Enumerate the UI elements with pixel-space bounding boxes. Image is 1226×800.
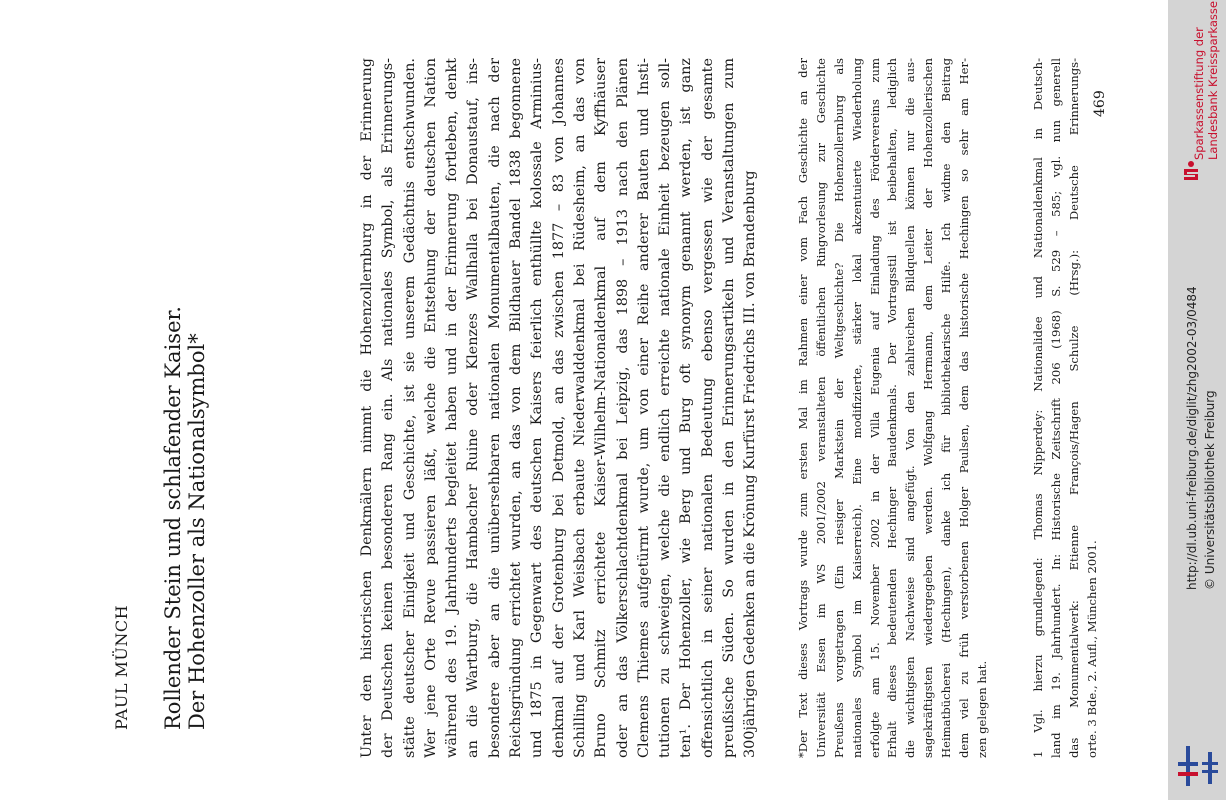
footnote-star-line: nationales Symbol im Kaiserreich). Eine modifizierte, stärker lokal akzentuierte Wiederholung	[849, 58, 864, 758]
main-text-line: preußische Süden. So wurden in den Erinnerungsartikeln und Veranstaltungen zum	[721, 58, 738, 758]
footnote-star	[795, 58, 992, 758]
main-text-line: Unter den historischen Denkmälern nimmt die Hohenzollernburg in der Erinnerung	[359, 58, 375, 758]
main-text-line: während des 19. Jahrhunderts begleitet haben und in der Erinnerung fortleben, denkt	[444, 58, 461, 758]
main-text-line: denkmal auf der Grotenburg bei Detmold, an das zwischen 1877 – 83 von Johannes	[550, 58, 567, 758]
footnote-star-line: zen gelegen hat.	[974, 660, 989, 758]
page-number: 469	[1092, 90, 1108, 117]
main-text	[357, 58, 762, 758]
main-text-line: Reichsgründung errichtet wurden, an das von dem Bildhauer Bandel 1838 begonnene	[508, 58, 525, 758]
main-text-line: offensichtlich in seiner nationalen Bedeutung ebenso vergessen wie der gesamte	[699, 58, 716, 758]
footnote-1	[1030, 58, 1102, 758]
footnote-star-line: Heimatbücherei (Hechingen), danke ich für bibliothekarische Hilfe. Ich widme den Beitrag	[939, 58, 954, 758]
main-text-line: stätte deutscher Einigkeit und Geschichte, ist sie unserem Gedächtnis entschwunden.	[401, 58, 418, 758]
copyright-notice	[1203, 140, 1223, 590]
footnote-star-line: Erhalt dieses bedeutenden Hechinger Baudenkmals. Der Vortragsstil ist beibehalten, lediglich	[885, 58, 900, 758]
main-text-line: ten¹. Der Hohenzoller, wie Berg und Burg oft synonym genannt werden, ist ganz	[678, 58, 695, 758]
footnote-star-line: erfolgte am 15. November 2002 in der Villa Eugenia auf Einladung des Fördervereins zum	[867, 58, 882, 758]
main-text-line: Clemens Thiemes aufgetürmt wurde, um von einer Reihe anderer Bauten und Insti-	[635, 58, 652, 758]
footnote-star-line: sagekräftigsten wiedergegeben werden. Wolfgang Hermann, dem Leiter der Hohenzollerischen	[921, 58, 936, 758]
footnote-star-line: Preußens vorgetragen (Ein riesiger Markstein der Weltgeschichte? Die Hohenzollernburg als	[831, 58, 846, 758]
main-text-line: oder an das Völkerschlachtdenkmal bei Leipzig, das 1898 – 1913 nach den Plänen	[614, 58, 631, 758]
sponsor-line-2: Landesbank Kreissparkasse	[1206, 1, 1220, 160]
source-url-link[interactable]	[1185, 140, 1205, 590]
footnote-star-line: dem viel zu früh verstorbenen Holger Paulsen, dem das historische Hechingen so sehr am Her-	[957, 58, 972, 758]
footnote-star-line: die wichtigsten Nachweise sind angefügt. Von den zahlreichen Bildquellen können nur die aus-	[903, 58, 918, 758]
footnote-1-line: 1 Vgl. hierzu grundlegend: Thomas Nipperdey: Nationalidee und Nationaldenkmal in Deutsch-	[1031, 58, 1045, 758]
main-text-line: tutionen zu schweigen, welche die endlich erreichte nationale Einheit bezeugen soll-	[657, 58, 674, 758]
footnote-star-line: Universität Essen im WS 2001/2002 veranstalteten öffentlichen Ringvorlesung zur Geschichte	[813, 58, 828, 758]
footnote-1-line: orte. 3 Bde., 2. Aufl., München 2001.	[1084, 540, 1099, 758]
main-text-line: besondere aber an die unübersehbaren nationalen Monumentalbauten, die nach der	[486, 58, 503, 758]
main-text-line: an die Wartburg, die Hambacher Ruine oder Klenzes Wallhalla bei Donaustauf, ins-	[465, 58, 482, 758]
ub-freiburg-logo-icon	[1178, 748, 1222, 788]
footnote-1-line: land im 19. Jahrhundert. In: Historische Zeitschrift 206 (1968) S. 529 – 585; vgl. nun generell	[1048, 58, 1063, 758]
article-title-line-2: Der Hohenzoller als Nationalsymbol*	[185, 333, 209, 730]
footnote-star-line: *Der Text dieses Vortrags wurde zum ersten Mal im Rahmen einer vom Fach Geschichte an der	[796, 58, 810, 758]
main-text-line: der Deutschen keinen besonderen Rang ein. Als nationales Symbol, als Erinnerungs-	[380, 58, 397, 758]
copyright-text: © Universitätsbibliothek Freiburg	[1203, 390, 1217, 590]
main-text-line: 300jährigen Gedenken an die Krönung Kurfürst Friedrichs III. von Brandenburg	[742, 170, 759, 758]
main-text-line: Schilling und Karl Weisbach erbaute Niederwalddenkmal bei Rüdesheim, an das von	[571, 58, 588, 758]
article-title-line-1: Rollender Stein und schlafender Kaiser.	[161, 306, 185, 730]
sponsor-line-1: Sparkassenstiftung der	[1192, 27, 1206, 160]
main-text-line: Bruno Schmitz errichtete Kaiser-Wilhelm-Nationaldenkmal auf dem Kyffhäuser	[593, 58, 610, 758]
main-text-line: Wer jene Orte Revue passieren läßt, welche die Entstehung der deutschen Nation	[422, 58, 439, 758]
source-url-text[interactable]: http://dl.ub.uni-freiburg.de/diglit/zhg2002-03/0484	[1185, 286, 1199, 590]
main-text-line: und 1875 in Gegenwart des deutschen Kaisers feierlich enthüllte kolossale Arminius-	[529, 58, 546, 758]
author-name: PAUL MÜNCH	[112, 604, 131, 730]
footnote-1-line: das Monumentalwerk: Etienne François/Hagen Schulze (Hrsg.): Deutsche Erinnerungs-	[1066, 58, 1081, 758]
